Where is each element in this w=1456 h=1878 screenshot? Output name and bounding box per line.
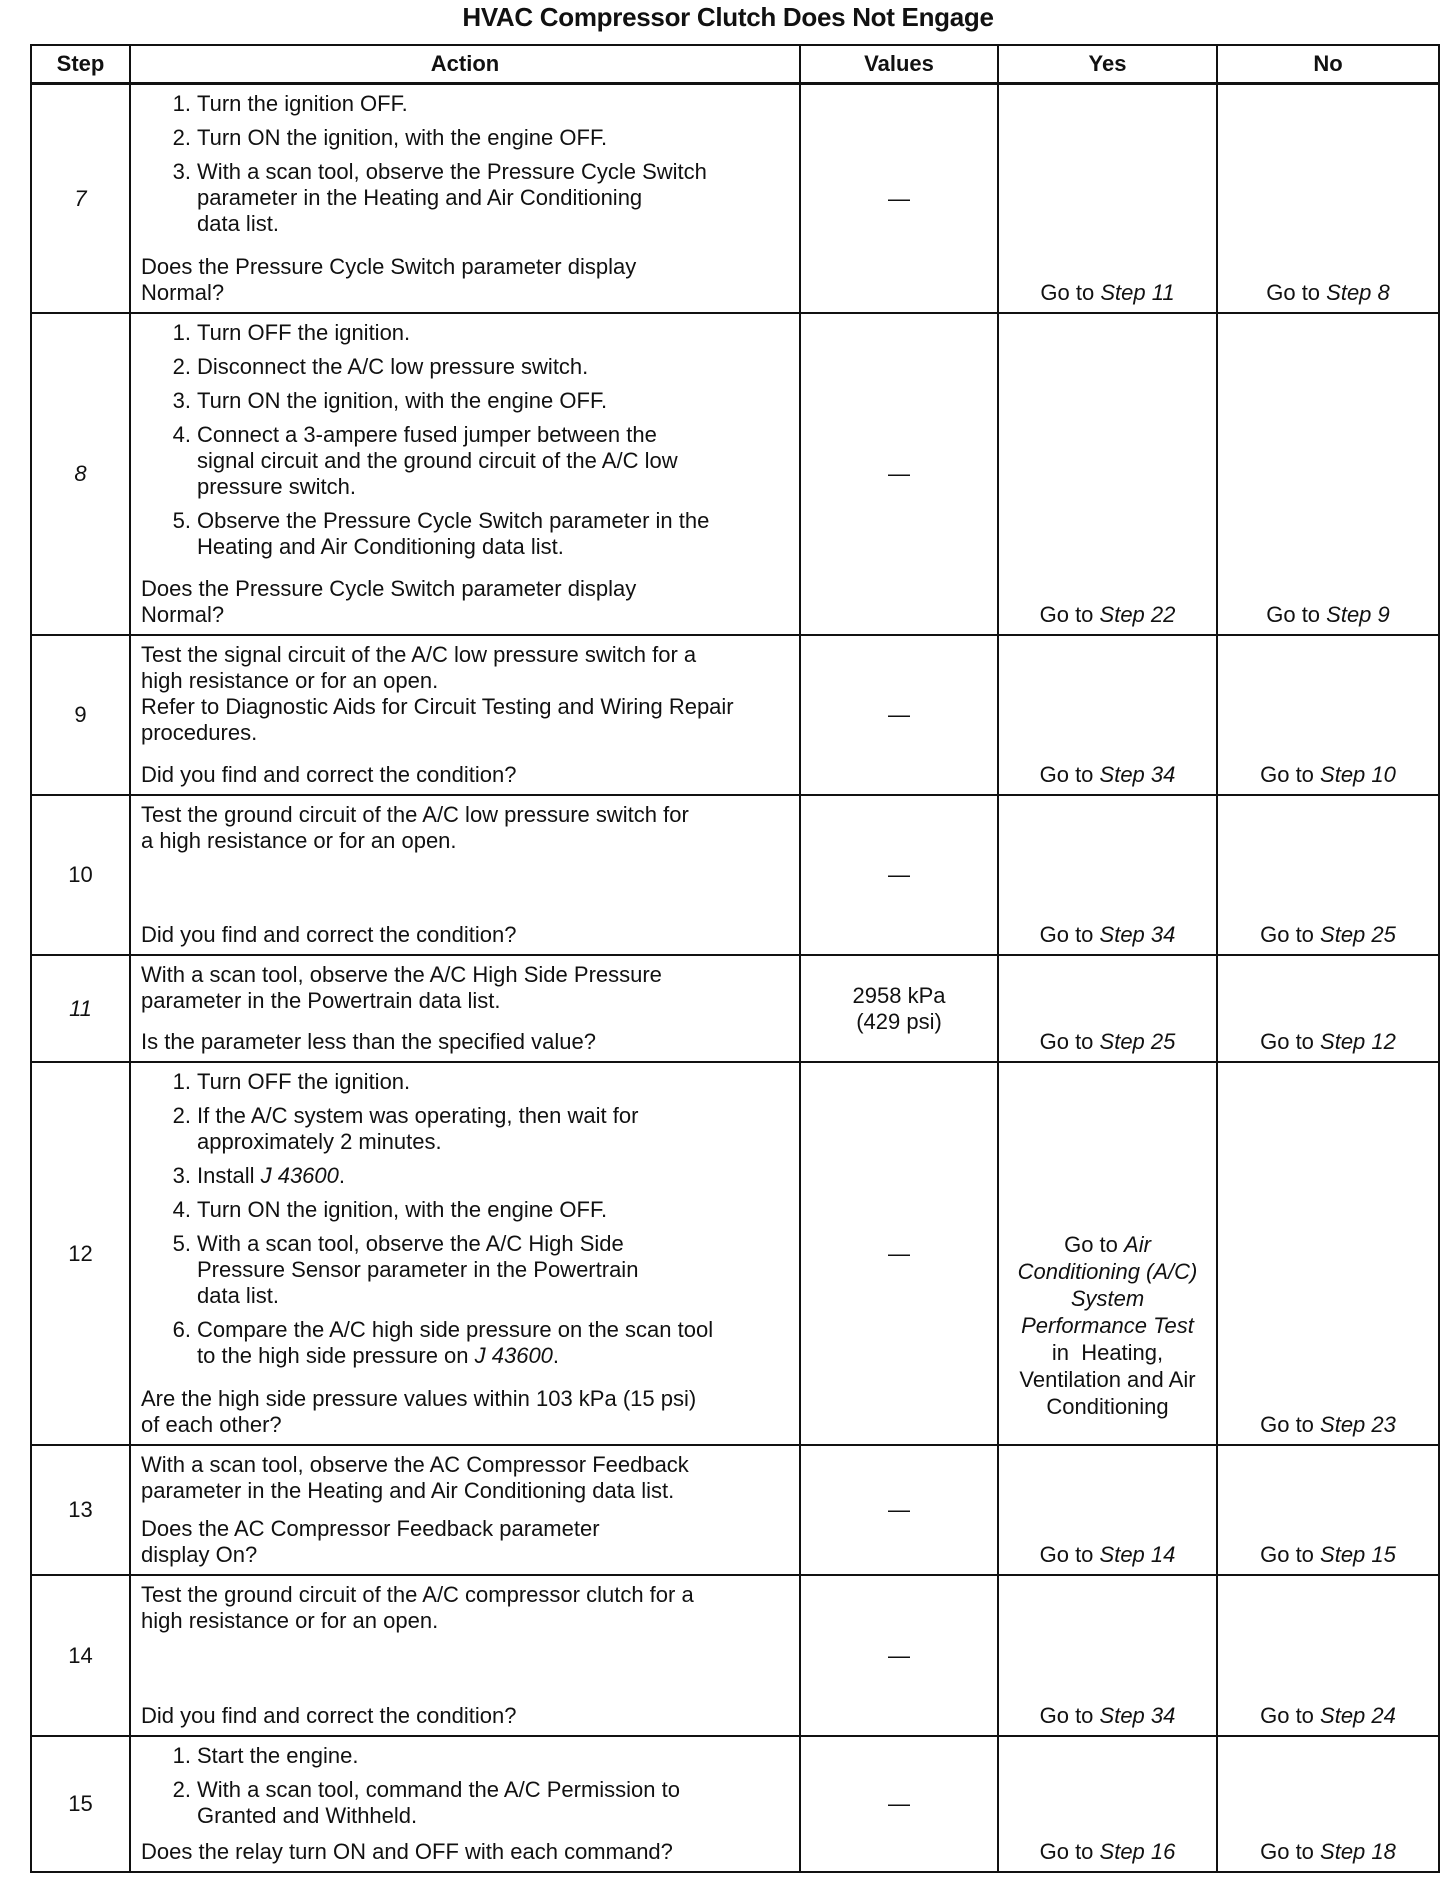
yes-result: [999, 956, 1216, 1061]
yes-result: [999, 1446, 1216, 1574]
value-cell: [800, 313, 998, 635]
action-cell: [130, 84, 800, 314]
item-number: 4.: [172, 422, 191, 447]
instruction-item: [161, 320, 791, 346]
action-paragraph: With a scan tool, observe the AC Compressor Feedback parameter in the Heating and Air Conditioning data list.: [141, 1452, 689, 1503]
instruction-item: [161, 422, 791, 500]
instruction-item: [161, 354, 791, 380]
text-segment: Go to: [1260, 1542, 1321, 1567]
yes-result: [999, 796, 1216, 954]
action-question: Did you find and correct the condition?: [141, 762, 517, 787]
text-segment: in Heating, Ventilation and Air Conditioning: [1019, 1340, 1196, 1419]
action-cell: [130, 313, 800, 635]
action-cell: [130, 1575, 800, 1736]
item-number: 2.: [172, 125, 191, 150]
text-segment: Connect a 3-ampere fused jumper between the signal circuit and the ground circuit of the A/C low pressure switch.: [197, 422, 678, 499]
instruction-item: [161, 508, 791, 560]
step-number: 7: [74, 185, 87, 211]
instruction-list: [161, 1069, 791, 1377]
text-segment: Compare the A/C high side pressure on the scan tool to the high side pressure on: [197, 1317, 714, 1368]
italic-reference: Step 16: [1099, 1839, 1176, 1864]
italic-reference: Step 12: [1320, 1029, 1396, 1054]
action-content: [131, 85, 799, 312]
italic-reference: Air Conditioning (A/C) System Performance Test: [1017, 1232, 1198, 1338]
text-segment: Go to: [1266, 602, 1327, 627]
action-content: [131, 1737, 799, 1871]
yes-cell: [998, 1736, 1217, 1872]
item-text: [197, 320, 410, 346]
italic-reference: Step 15: [1320, 1542, 1396, 1567]
action-cell: [130, 1736, 800, 1872]
action-question: Are the high side pressure values within 103 kPa (15 psi) of each other?: [141, 1386, 697, 1437]
value-text: —: [888, 185, 910, 211]
text-segment: Turn ON the ignition, with the engine OFF.: [197, 125, 608, 150]
header-no: No: [1217, 45, 1439, 84]
table-row: [31, 1736, 1439, 1872]
header-yes: Yes: [998, 45, 1217, 84]
value-text: —: [888, 1240, 910, 1266]
text-segment: Go to: [1064, 1232, 1125, 1257]
no-cell: [1217, 635, 1439, 795]
text-segment: Go to: [1260, 1839, 1321, 1864]
step-number: 9: [74, 702, 87, 727]
text-segment: Go to: [1039, 762, 1100, 787]
item-number: 2.: [172, 1777, 191, 1802]
value-text: —: [888, 1642, 910, 1668]
item-number: 2.: [172, 354, 191, 379]
no-result: [1218, 636, 1438, 794]
yes-result: [999, 1576, 1216, 1735]
italic-reference: Step 24: [1320, 1703, 1396, 1728]
item-text: [197, 1231, 638, 1309]
yes-goto-text: [1040, 761, 1176, 788]
value-cell: [800, 795, 998, 955]
no-cell: [1217, 795, 1439, 955]
step-cell: [31, 1445, 130, 1575]
no-goto-text: [1260, 1838, 1396, 1865]
step-number: 13: [68, 1497, 93, 1522]
no-result: [1218, 1576, 1438, 1735]
action-question: Does the Pressure Cycle Switch parameter display Normal?: [141, 576, 637, 627]
yes-goto-text: [1040, 921, 1176, 948]
instruction-item: [161, 1197, 791, 1223]
table-row: [31, 795, 1439, 955]
action-cell: [130, 795, 800, 955]
step-cell: [31, 635, 130, 795]
action-paragraph: Test the ground circuit of the A/C compressor clutch for a high resistance or for an open.: [141, 1582, 694, 1633]
yes-goto-text: [1040, 1702, 1176, 1729]
text-segment: Go to: [1260, 1029, 1321, 1054]
italic-reference: Step 34: [1099, 922, 1176, 947]
item-text: [197, 159, 707, 237]
action-content: [131, 796, 799, 954]
yes-goto-text: [1040, 601, 1176, 628]
no-cell: [1217, 84, 1439, 314]
instruction-item: [161, 1317, 791, 1369]
italic-reference: Step 11: [1100, 280, 1175, 305]
italic-reference: Step 34: [1099, 1703, 1176, 1728]
no-result: [1218, 85, 1438, 312]
instruction-item: [161, 1231, 791, 1309]
step-cell: [31, 84, 130, 314]
step-cell: [31, 1062, 130, 1445]
action-content: [131, 314, 799, 634]
instruction-item: [161, 125, 791, 151]
text-segment: Go to: [1039, 602, 1100, 627]
no-goto-text: [1260, 1411, 1396, 1438]
item-text: [197, 1103, 638, 1155]
item-text: [197, 422, 678, 500]
table-row: [31, 955, 1439, 1062]
text-segment: Go to: [1260, 1412, 1321, 1437]
item-text: [197, 1069, 410, 1095]
yes-cell: [998, 635, 1217, 795]
action-cell: [130, 635, 800, 795]
step-cell: [31, 1575, 130, 1736]
text-segment: Turn ON the ignition, with the engine OFF.: [197, 1197, 608, 1222]
yes-result: [999, 1063, 1216, 1444]
header-values: Values: [800, 45, 998, 84]
instruction-item: [161, 159, 791, 237]
no-result: [1218, 1063, 1438, 1444]
no-result: [1218, 1446, 1438, 1574]
text-segment: If the A/C system was operating, then wait for approximately 2 minutes.: [197, 1103, 639, 1154]
yes-cell: [998, 1445, 1217, 1575]
value-text: —: [888, 1497, 910, 1522]
action-paragraph: Test the ground circuit of the A/C low pressure switch for a high resistance or for an open.: [141, 802, 689, 853]
item-number: 1.: [172, 91, 191, 116]
item-number: 3.: [172, 1163, 191, 1188]
yes-cell: [998, 795, 1217, 955]
step-number: 10: [68, 862, 93, 887]
step-cell: [31, 795, 130, 955]
value-cell: [800, 1445, 998, 1575]
action-question: Did you find and correct the condition?: [141, 922, 517, 947]
text-segment: Go to: [1266, 280, 1327, 305]
italic-reference: Step 23: [1320, 1412, 1396, 1437]
text-segment: Turn ON the ignition, with the engine OFF.: [197, 388, 608, 413]
yes-result: [999, 636, 1216, 794]
step-cell: [31, 1736, 130, 1872]
text-segment: Install: [197, 1163, 261, 1188]
text-segment: Observe the Pressure Cycle Switch parameter in the Heating and Air Conditioning data list.: [197, 508, 710, 559]
italic-reference: J 43600: [260, 1163, 339, 1188]
italic-reference: Step 10: [1320, 762, 1396, 787]
text-segment: Go to: [1039, 1029, 1100, 1054]
yes-cell: [998, 1062, 1217, 1445]
value-cell: [800, 1736, 998, 1872]
yes-result: [999, 85, 1216, 312]
no-cell: [1217, 313, 1439, 635]
table-row: [31, 635, 1439, 795]
instruction-list: [161, 1743, 791, 1837]
action-cell: [130, 1062, 800, 1445]
value-cell: [800, 955, 998, 1062]
yes-cell: [998, 84, 1217, 314]
item-text: [197, 91, 408, 117]
item-number: 4.: [172, 1197, 191, 1222]
header-step: Step: [31, 45, 130, 84]
instruction-item: [161, 1743, 791, 1769]
italic-reference: Step 25: [1320, 922, 1396, 947]
item-number: 1.: [172, 320, 191, 345]
text-segment: Turn OFF the ignition.: [197, 320, 411, 345]
italic-reference: Step 18: [1320, 1839, 1396, 1864]
header-action: Action: [130, 45, 800, 84]
item-text: [197, 388, 607, 414]
table-row: [31, 1575, 1439, 1736]
page-title: HVAC Compressor Clutch Does Not Engage: [462, 2, 994, 32]
step-number: 11: [69, 995, 92, 1021]
step-cell: [31, 313, 130, 635]
item-number: 1.: [172, 1069, 191, 1094]
yes-cell: [998, 955, 1217, 1062]
yes-goto-text: [1018, 1231, 1198, 1420]
italic-reference: Step 14: [1099, 1542, 1176, 1567]
step-number: 8: [74, 461, 87, 486]
text-segment: Go to: [1039, 1703, 1100, 1728]
yes-cell: [998, 1575, 1217, 1736]
value-cell: [800, 1575, 998, 1736]
table-row: [31, 1062, 1439, 1445]
instruction-item: [161, 1777, 791, 1829]
action-cell: [130, 955, 800, 1062]
item-number: 6.: [172, 1317, 191, 1342]
item-text: [197, 354, 588, 380]
no-result: [1218, 956, 1438, 1061]
italic-reference: Step 9: [1326, 602, 1390, 627]
no-cell: [1217, 955, 1439, 1062]
yes-goto-text: [1040, 279, 1174, 306]
item-text: [197, 1743, 358, 1769]
text-segment: Start the engine.: [197, 1743, 359, 1768]
action-question: Did you find and correct the condition?: [141, 1703, 517, 1728]
item-text: [197, 508, 709, 560]
text-segment: Turn OFF the ignition.: [197, 1069, 411, 1094]
no-goto-text: [1260, 761, 1396, 788]
no-goto-text: [1260, 1702, 1396, 1729]
action-question: Does the Pressure Cycle Switch parameter display Normal?: [141, 254, 637, 305]
item-text: [197, 1197, 607, 1223]
item-number: 3.: [172, 159, 191, 184]
table-header-row: [31, 45, 1439, 84]
text-segment: Go to: [1260, 1703, 1321, 1728]
action-paragraph: Test the signal circuit of the A/C low pressure switch for a high resistance or for an open.: [141, 642, 697, 693]
no-goto-text: [1260, 1028, 1396, 1055]
diagnostic-table: [30, 44, 1440, 1873]
no-goto-text: [1260, 921, 1396, 948]
text-segment: Disconnect the A/C low pressure switch.: [197, 354, 589, 379]
text-segment: .: [338, 1163, 346, 1188]
instruction-item: [161, 1103, 791, 1155]
italic-reference: Step 22: [1099, 602, 1176, 627]
text-segment: With a scan tool, observe the A/C High Side Pressure Sensor parameter in the Powertrain data list.: [197, 1231, 639, 1308]
step-number: 12: [68, 1240, 93, 1266]
action-content: [131, 1063, 799, 1444]
text-segment: With a scan tool, observe the Pressure Cycle Switch parameter in the Heating and Air Conditioning data list.: [197, 159, 707, 236]
instruction-list: [161, 91, 791, 245]
italic-reference: Step 8: [1326, 280, 1390, 305]
text-segment: Turn the ignition OFF.: [197, 91, 408, 116]
item-number: 5.: [172, 508, 191, 533]
value-cell: [800, 84, 998, 314]
text-segment: Go to: [1040, 280, 1101, 305]
action-content: [131, 1576, 799, 1735]
table-row: [31, 1445, 1439, 1575]
action-content: [131, 1446, 799, 1574]
action-question: Is the parameter less than the specified value?: [141, 1029, 596, 1054]
item-number: 5.: [172, 1231, 191, 1256]
table-row: [31, 313, 1439, 635]
no-result: [1218, 796, 1438, 954]
yes-goto-text: [1040, 1838, 1176, 1865]
item-text: [197, 1317, 713, 1369]
item-number: 3.: [172, 388, 191, 413]
text-segment: Go to: [1039, 922, 1100, 947]
step-cell: [31, 955, 130, 1062]
yes-result: [999, 314, 1216, 634]
value-text: —: [888, 461, 910, 486]
instruction-list: [161, 320, 791, 568]
value-text: —: [888, 702, 910, 727]
italic-reference: J 43600: [474, 1343, 553, 1368]
yes-goto-text: [1040, 1028, 1176, 1055]
text-segment: Go to: [1260, 762, 1321, 787]
action-paragraph: With a scan tool, observe the A/C High Side Pressure parameter in the Powertrain data list.: [141, 962, 662, 1013]
instruction-item: [161, 1069, 791, 1095]
action-question: Does the AC Compressor Feedback parameter display On?: [141, 1516, 600, 1567]
value-text: 2958 kPa (429 psi): [852, 982, 946, 1034]
value-cell: [800, 1062, 998, 1445]
no-cell: [1217, 1062, 1439, 1445]
instruction-item: [161, 388, 791, 414]
action-content: [131, 636, 799, 794]
step-number: 15: [68, 1791, 93, 1816]
item-number: 2.: [172, 1103, 191, 1128]
action-question: Does the relay turn ON and OFF with each command?: [141, 1839, 673, 1864]
text-segment: .: [552, 1343, 560, 1368]
item-number: 1.: [172, 1743, 191, 1768]
value-text: —: [888, 862, 910, 887]
action-cell: [130, 1445, 800, 1575]
yes-result: [999, 1737, 1216, 1871]
instruction-item: [161, 1163, 791, 1189]
item-text: [197, 1163, 345, 1189]
value-cell: [800, 635, 998, 795]
no-cell: [1217, 1445, 1439, 1575]
no-result: [1218, 314, 1438, 634]
no-cell: [1217, 1736, 1439, 1872]
value-text: —: [888, 1791, 910, 1816]
item-text: [197, 1777, 680, 1829]
italic-reference: Step 34: [1099, 762, 1176, 787]
text-segment: Go to: [1039, 1839, 1100, 1864]
yes-cell: [998, 313, 1217, 635]
text-segment: Go to: [1260, 922, 1321, 947]
no-cell: [1217, 1575, 1439, 1736]
text-segment: With a scan tool, command the A/C Permission to Granted and Withheld.: [197, 1777, 680, 1828]
instruction-item: [161, 91, 791, 117]
action-content: [131, 956, 799, 1061]
text-segment: Go to: [1039, 1542, 1100, 1567]
no-goto-text: [1266, 601, 1390, 628]
italic-reference: Step 25: [1099, 1029, 1176, 1054]
no-goto-text: [1266, 279, 1390, 306]
item-text: [197, 125, 607, 151]
no-result: [1218, 1737, 1438, 1871]
action-paragraph: Refer to Diagnostic Aids for Circuit Testing and Wiring Repair procedures.: [141, 694, 734, 745]
yes-goto-text: [1040, 1541, 1176, 1568]
table-row: [31, 84, 1439, 314]
no-goto-text: [1260, 1541, 1396, 1568]
step-number: 14: [68, 1642, 93, 1668]
